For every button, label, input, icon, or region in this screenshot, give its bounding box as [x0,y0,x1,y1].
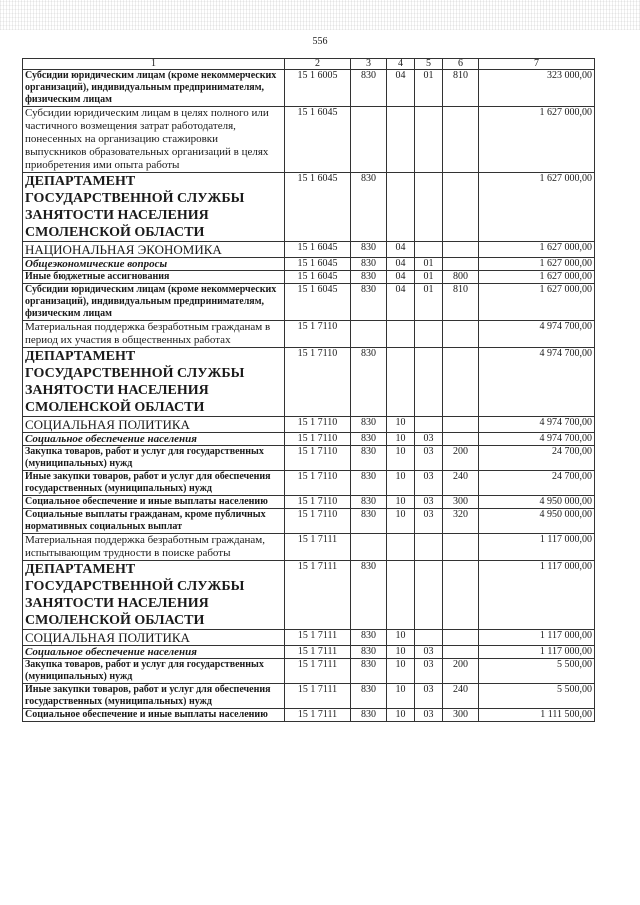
row-department-code: 830 [351,417,387,433]
row-section-code: 04 [387,242,415,258]
row-department-code: 830 [351,509,387,534]
row-amount: 1 627 000,00 [479,258,595,271]
row-department-code: 830 [351,646,387,659]
row-target-code: 15 1 7111 [285,561,351,630]
row-subsection-code: 03 [415,684,443,709]
row-expense-type-code: 810 [443,70,479,107]
row-target-code: 15 1 7110 [285,433,351,446]
row-expense-type-code [443,258,479,271]
row-subsection-code [415,417,443,433]
row-subsection-code: 01 [415,258,443,271]
row-expense-type-code [443,417,479,433]
row-name: Закупка товаров, работ и услуг для государственных (муниципальных) нужд [23,659,285,684]
row-expense-type-code [443,534,479,561]
row-expense-type-code: 800 [443,271,479,284]
table-row [23,271,595,284]
row-target-code: 15 1 7110 [285,509,351,534]
row-section-code [387,561,415,630]
row-subsection-code: 01 [415,70,443,107]
row-amount: 24 700,00 [479,471,595,496]
row-subsection-code [415,242,443,258]
row-name: СОЦИАЛЬНАЯ ПОЛИТИКА [23,630,285,646]
row-target-code: 15 1 7110 [285,496,351,509]
row-amount: 1 117 000,00 [479,646,595,659]
row-name: Социальное обеспечение населения [23,646,285,659]
row-department-code: 830 [351,659,387,684]
row-expense-type-code [443,321,479,348]
table-row [23,242,595,258]
row-target-code: 15 1 6045 [285,242,351,258]
row-department-code: 830 [351,70,387,107]
table-row [23,417,595,433]
row-section-code: 10 [387,509,415,534]
row-subsection-code [415,321,443,348]
row-expense-type-code: 240 [443,684,479,709]
row-name: Социальное обеспечение и иные выплаты населению [23,496,285,509]
row-section-code [387,173,415,242]
row-name: Общеэкономические вопросы [23,258,285,271]
row-subsection-code: 03 [415,496,443,509]
table-row [23,321,595,348]
row-subsection-code: 03 [415,509,443,534]
row-department-code [351,107,387,173]
row-target-code: 15 1 7110 [285,471,351,496]
table-row [23,646,595,659]
row-target-code: 15 1 6045 [285,173,351,242]
row-name: ДЕПАРТАМЕНТ ГОСУДАРСТВЕННОЙ СЛУЖБЫ ЗАНЯТОСТИ НАСЕЛЕНИЯ СМОЛЕНСКОЙ ОБЛАСТИ [23,173,285,242]
row-amount: 1 117 000,00 [479,534,595,561]
row-name: Материальная поддержка безработным гражданам в период их участия в общественных работах [23,321,285,348]
table-row [23,561,595,630]
row-subsection-code: 03 [415,709,443,722]
row-section-code: 10 [387,659,415,684]
table-row [23,630,595,646]
row-section-code: 04 [387,284,415,321]
row-section-code: 10 [387,417,415,433]
row-target-code: 15 1 7110 [285,446,351,471]
row-section-code: 10 [387,630,415,646]
row-section-code [387,534,415,561]
row-section-code: 10 [387,646,415,659]
table-row [23,534,595,561]
header-col-3: 3 [351,59,387,70]
row-amount: 1 627 000,00 [479,173,595,242]
row-expense-type-code [443,242,479,258]
row-name: ДЕПАРТАМЕНТ ГОСУДАРСТВЕННОЙ СЛУЖБЫ ЗАНЯТОСТИ НАСЕЛЕНИЯ СМОЛЕНСКОЙ ОБЛАСТИ [23,348,285,417]
row-amount: 4 974 700,00 [479,348,595,417]
row-name: Социальное обеспечение и иные выплаты населению [23,709,285,722]
table-row [23,446,595,471]
row-target-code: 15 1 6045 [285,271,351,284]
row-expense-type-code: 320 [443,509,479,534]
row-name: Иные закупки товаров, работ и услуг для обеспечения государственных (муниципальных) нужд [23,471,285,496]
row-expense-type-code: 300 [443,709,479,722]
row-amount: 4 974 700,00 [479,417,595,433]
row-amount: 1 117 000,00 [479,630,595,646]
row-department-code: 830 [351,561,387,630]
row-target-code: 15 1 7110 [285,321,351,348]
row-target-code: 15 1 7111 [285,646,351,659]
row-expense-type-code: 200 [443,659,479,684]
row-subsection-code [415,173,443,242]
row-department-code: 830 [351,242,387,258]
row-section-code: 10 [387,446,415,471]
row-subsection-code: 01 [415,284,443,321]
row-subsection-code [415,561,443,630]
row-name: ДЕПАРТАМЕНТ ГОСУДАРСТВЕННОЙ СЛУЖБЫ ЗАНЯТОСТИ НАСЕЛЕНИЯ СМОЛЕНСКОЙ ОБЛАСТИ [23,561,285,630]
header-col-1: 1 [23,59,285,70]
row-target-code: 15 1 6045 [285,284,351,321]
row-section-code: 10 [387,433,415,446]
header-col-6: 6 [443,59,479,70]
row-name: Материальная поддержка безработным гражданам, испытывающим трудности в поиске работы [23,534,285,561]
row-department-code: 830 [351,630,387,646]
header-col-4: 4 [387,59,415,70]
table-row [23,509,595,534]
row-section-code: 10 [387,471,415,496]
table-row [23,258,595,271]
table-row [23,284,595,321]
header-row [23,59,595,70]
row-amount: 4 950 000,00 [479,509,595,534]
row-section-code: 04 [387,258,415,271]
row-name: Иные бюджетные ассигнования [23,271,285,284]
row-expense-type-code [443,561,479,630]
scan-noise [0,0,640,30]
table-row [23,709,595,722]
row-department-code: 830 [351,173,387,242]
table-row [23,433,595,446]
row-section-code: 10 [387,496,415,509]
page-number: 556 [312,36,328,47]
row-expense-type-code: 200 [443,446,479,471]
row-name: Субсидии юридическим лицам (кроме некоммерческих организаций), индивидуальным предпринимателям, физическим лицам [23,284,285,321]
row-target-code: 15 1 7110 [285,417,351,433]
row-section-code: 10 [387,709,415,722]
row-expense-type-code: 300 [443,496,479,509]
row-department-code: 830 [351,496,387,509]
row-target-code: 15 1 7111 [285,630,351,646]
row-expense-type-code [443,173,479,242]
row-amount: 1 117 000,00 [479,561,595,630]
row-amount: 1 627 000,00 [479,271,595,284]
row-section-code [387,107,415,173]
row-amount: 4 974 700,00 [479,433,595,446]
row-department-code: 830 [351,471,387,496]
header-col-5: 5 [415,59,443,70]
row-subsection-code: 03 [415,471,443,496]
row-amount: 4 974 700,00 [479,321,595,348]
row-department-code: 830 [351,284,387,321]
row-amount: 4 950 000,00 [479,496,595,509]
table-body [23,70,595,722]
table-row [23,659,595,684]
row-expense-type-code: 240 [443,471,479,496]
row-name: Субсидии юридическим лицам (кроме некоммерческих организаций), индивидуальным предпринимателям, физическим лицам [23,70,285,107]
row-target-code: 15 1 6045 [285,107,351,173]
row-expense-type-code [443,107,479,173]
row-amount: 1 627 000,00 [479,242,595,258]
row-name: Иные закупки товаров, работ и услуг для обеспечения государственных (муниципальных) нужд [23,684,285,709]
row-expense-type-code [443,433,479,446]
row-section-code: 04 [387,70,415,107]
row-target-code: 15 1 7111 [285,659,351,684]
row-subsection-code: 01 [415,271,443,284]
row-section-code [387,321,415,348]
row-name: НАЦИОНАЛЬНАЯ ЭКОНОМИКА [23,242,285,258]
row-expense-type-code [443,348,479,417]
row-section-code [387,348,415,417]
row-subsection-code [415,107,443,173]
row-department-code [351,321,387,348]
row-name: Закупка товаров, работ и услуг для государственных (муниципальных) нужд [23,446,285,471]
row-subsection-code [415,348,443,417]
row-amount: 323 000,00 [479,70,595,107]
row-subsection-code: 03 [415,446,443,471]
row-department-code: 830 [351,684,387,709]
table-row [23,684,595,709]
row-subsection-code [415,630,443,646]
row-department-code: 830 [351,433,387,446]
table-row [23,496,595,509]
budget-table [22,58,595,722]
row-amount: 5 500,00 [479,684,595,709]
row-target-code: 15 1 7111 [285,684,351,709]
row-subsection-code: 03 [415,646,443,659]
row-expense-type-code [443,630,479,646]
table-row [23,107,595,173]
row-subsection-code [415,534,443,561]
row-target-code: 15 1 6005 [285,70,351,107]
row-target-code: 15 1 7111 [285,534,351,561]
row-subsection-code: 03 [415,433,443,446]
table-row [23,348,595,417]
row-department-code: 830 [351,271,387,284]
row-department-code: 830 [351,258,387,271]
row-amount: 1 627 000,00 [479,284,595,321]
row-section-code: 04 [387,271,415,284]
row-department-code [351,534,387,561]
table-row [23,471,595,496]
header-col-7: 7 [479,59,595,70]
row-amount: 1 111 500,00 [479,709,595,722]
row-name: Субсидии юридическим лицам в целях полного или частичного возмещения затрат работодателя, понесенных на организацию стажировки выпускников образовательных организаций в целях приобретения ими опыта работы [23,107,285,173]
row-target-code: 15 1 7110 [285,348,351,417]
row-name: Социальные выплаты гражданам, кроме публичных нормативных социальных выплат [23,509,285,534]
row-target-code: 15 1 6045 [285,258,351,271]
row-amount: 1 627 000,00 [479,107,595,173]
row-section-code: 10 [387,684,415,709]
row-amount: 24 700,00 [479,446,595,471]
row-department-code: 830 [351,709,387,722]
row-department-code: 830 [351,348,387,417]
table-row [23,70,595,107]
row-expense-type-code [443,646,479,659]
row-department-code: 830 [351,446,387,471]
row-expense-type-code: 810 [443,284,479,321]
row-name: Социальное обеспечение населения [23,433,285,446]
row-amount: 5 500,00 [479,659,595,684]
header-col-2: 2 [285,59,351,70]
row-name: СОЦИАЛЬНАЯ ПОЛИТИКА [23,417,285,433]
table-row [23,173,595,242]
row-target-code: 15 1 7111 [285,709,351,722]
row-subsection-code: 03 [415,659,443,684]
